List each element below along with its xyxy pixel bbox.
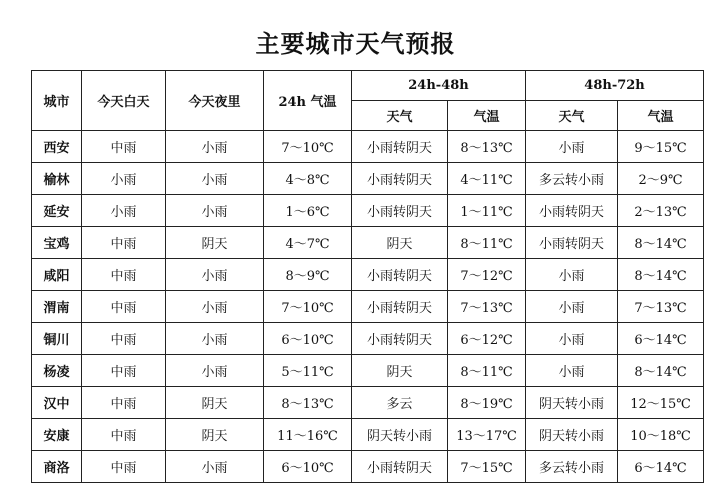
header-temp-48: 气温 bbox=[448, 101, 526, 131]
today-night-cell: 小雨 bbox=[166, 323, 264, 355]
weather-48-cell: 小雨转阴天 bbox=[352, 163, 448, 195]
table-row bbox=[32, 259, 704, 291]
temp-72-cell: 12～15℃ bbox=[618, 387, 704, 419]
temp-24h-cell: 1～6℃ bbox=[264, 195, 352, 227]
city-cell: 榆林 bbox=[32, 163, 82, 195]
weather-72-cell: 阴天转小雨 bbox=[526, 419, 618, 451]
temp-24h-cell: 7～10℃ bbox=[264, 131, 352, 163]
temp-72-cell: 2～9℃ bbox=[618, 163, 704, 195]
temp-24h-cell: 6～10℃ bbox=[264, 323, 352, 355]
weather-48-cell: 阴天 bbox=[352, 227, 448, 259]
weather-72-cell: 小雨 bbox=[526, 323, 618, 355]
temp-48-cell: 8～19℃ bbox=[448, 387, 526, 419]
city-cell: 安康 bbox=[32, 419, 82, 451]
city-cell: 汉中 bbox=[32, 387, 82, 419]
header-today-night: 今天夜里 bbox=[166, 71, 264, 131]
temp-48-cell: 8～11℃ bbox=[448, 355, 526, 387]
temp-48-cell: 8～13℃ bbox=[448, 131, 526, 163]
today-day-cell: 中雨 bbox=[82, 419, 166, 451]
temp-72-cell: 8～14℃ bbox=[618, 227, 704, 259]
temp-48-cell: 7～12℃ bbox=[448, 259, 526, 291]
today-night-cell: 小雨 bbox=[166, 195, 264, 227]
today-day-cell: 中雨 bbox=[82, 387, 166, 419]
table-row bbox=[32, 355, 704, 387]
today-night-cell: 小雨 bbox=[166, 163, 264, 195]
weather-72-cell: 阴天转小雨 bbox=[526, 387, 618, 419]
header-city: 城市 bbox=[32, 71, 82, 131]
header-today-day: 今天白天 bbox=[82, 71, 166, 131]
temp-48-cell: 1～11℃ bbox=[448, 195, 526, 227]
forecast-table bbox=[31, 70, 704, 483]
temp-72-cell: 8～14℃ bbox=[618, 259, 704, 291]
table-row bbox=[32, 291, 704, 323]
today-night-cell: 小雨 bbox=[166, 451, 264, 483]
table-row bbox=[32, 451, 704, 483]
temp-72-cell: 10～18℃ bbox=[618, 419, 704, 451]
weather-72-cell: 多云转小雨 bbox=[526, 163, 618, 195]
table-row bbox=[32, 131, 704, 163]
today-day-cell: 中雨 bbox=[82, 451, 166, 483]
temp-48-cell: 6～12℃ bbox=[448, 323, 526, 355]
temp-72-cell: 7～13℃ bbox=[618, 291, 704, 323]
today-night-cell: 小雨 bbox=[166, 131, 264, 163]
today-day-cell: 中雨 bbox=[82, 291, 166, 323]
header-weather-48: 天气 bbox=[352, 101, 448, 131]
temp-72-cell: 8～14℃ bbox=[618, 355, 704, 387]
temp-48-cell: 7～13℃ bbox=[448, 291, 526, 323]
header-temp-72: 气温 bbox=[618, 101, 704, 131]
today-night-cell: 阴天 bbox=[166, 419, 264, 451]
header-range-48-72: 48h-72h bbox=[526, 71, 704, 101]
weather-72-cell: 小雨 bbox=[526, 131, 618, 163]
temp-24h-cell: 8～13℃ bbox=[264, 387, 352, 419]
city-cell: 延安 bbox=[32, 195, 82, 227]
temp-24h-cell: 6～10℃ bbox=[264, 451, 352, 483]
temp-72-cell: 6～14℃ bbox=[618, 451, 704, 483]
temp-48-cell: 13～17℃ bbox=[448, 419, 526, 451]
temp-48-cell: 4～11℃ bbox=[448, 163, 526, 195]
table-row bbox=[32, 387, 704, 419]
weather-48-cell: 小雨转阴天 bbox=[352, 291, 448, 323]
weather-48-cell: 小雨转阴天 bbox=[352, 323, 448, 355]
city-cell: 铜川 bbox=[32, 323, 82, 355]
weather-48-cell: 阴天 bbox=[352, 355, 448, 387]
today-night-cell: 小雨 bbox=[166, 259, 264, 291]
today-night-cell: 阴天 bbox=[166, 387, 264, 419]
city-cell: 西安 bbox=[32, 131, 82, 163]
temp-48-cell: 7～15℃ bbox=[448, 451, 526, 483]
city-cell: 渭南 bbox=[32, 291, 82, 323]
city-cell: 宝鸡 bbox=[32, 227, 82, 259]
table-row bbox=[32, 419, 704, 451]
weather-48-cell: 阴天转小雨 bbox=[352, 419, 448, 451]
today-night-cell: 阴天 bbox=[166, 227, 264, 259]
temp-48-cell: 8～11℃ bbox=[448, 227, 526, 259]
weather-48-cell: 多云 bbox=[352, 387, 448, 419]
city-cell: 咸阳 bbox=[32, 259, 82, 291]
table-row bbox=[32, 227, 704, 259]
today-day-cell: 中雨 bbox=[82, 259, 166, 291]
today-day-cell: 中雨 bbox=[82, 227, 166, 259]
weather-48-cell: 小雨转阴天 bbox=[352, 131, 448, 163]
weather-72-cell: 小雨转阴天 bbox=[526, 195, 618, 227]
temp-24h-cell: 4～8℃ bbox=[264, 163, 352, 195]
temp-24h-cell: 7～10℃ bbox=[264, 291, 352, 323]
weather-72-cell: 小雨转阴天 bbox=[526, 227, 618, 259]
today-day-cell: 中雨 bbox=[82, 131, 166, 163]
today-day-cell: 中雨 bbox=[82, 355, 166, 387]
header-temp-24h: 24h 气温 bbox=[264, 71, 352, 131]
weather-72-cell: 小雨 bbox=[526, 355, 618, 387]
page-title: 主要城市天气预报 bbox=[255, 30, 456, 58]
today-day-cell: 中雨 bbox=[82, 323, 166, 355]
weather-48-cell: 小雨转阴天 bbox=[352, 195, 448, 227]
table-row bbox=[32, 323, 704, 355]
today-night-cell: 小雨 bbox=[166, 291, 264, 323]
city-cell: 商洛 bbox=[32, 451, 82, 483]
weather-72-cell: 多云转小雨 bbox=[526, 451, 618, 483]
temp-72-cell: 6～14℃ bbox=[618, 323, 704, 355]
table-row bbox=[32, 163, 704, 195]
temp-24h-cell: 4～7℃ bbox=[264, 227, 352, 259]
weather-72-cell: 小雨 bbox=[526, 291, 618, 323]
weather-48-cell: 小雨转阴天 bbox=[352, 451, 448, 483]
temp-24h-cell: 8～9℃ bbox=[264, 259, 352, 291]
weather-72-cell: 小雨 bbox=[526, 259, 618, 291]
table-row bbox=[32, 195, 704, 227]
temp-24h-cell: 11～16℃ bbox=[264, 419, 352, 451]
weather-48-cell: 小雨转阴天 bbox=[352, 259, 448, 291]
header-weather-72: 天气 bbox=[526, 101, 618, 131]
city-cell: 杨凌 bbox=[32, 355, 82, 387]
temp-72-cell: 2～13℃ bbox=[618, 195, 704, 227]
header-range-24-48: 24h-48h bbox=[352, 71, 526, 101]
today-day-cell: 小雨 bbox=[82, 195, 166, 227]
temp-24h-cell: 5～11℃ bbox=[264, 355, 352, 387]
today-day-cell: 小雨 bbox=[82, 163, 166, 195]
today-night-cell: 小雨 bbox=[166, 355, 264, 387]
temp-72-cell: 9～15℃ bbox=[618, 131, 704, 163]
